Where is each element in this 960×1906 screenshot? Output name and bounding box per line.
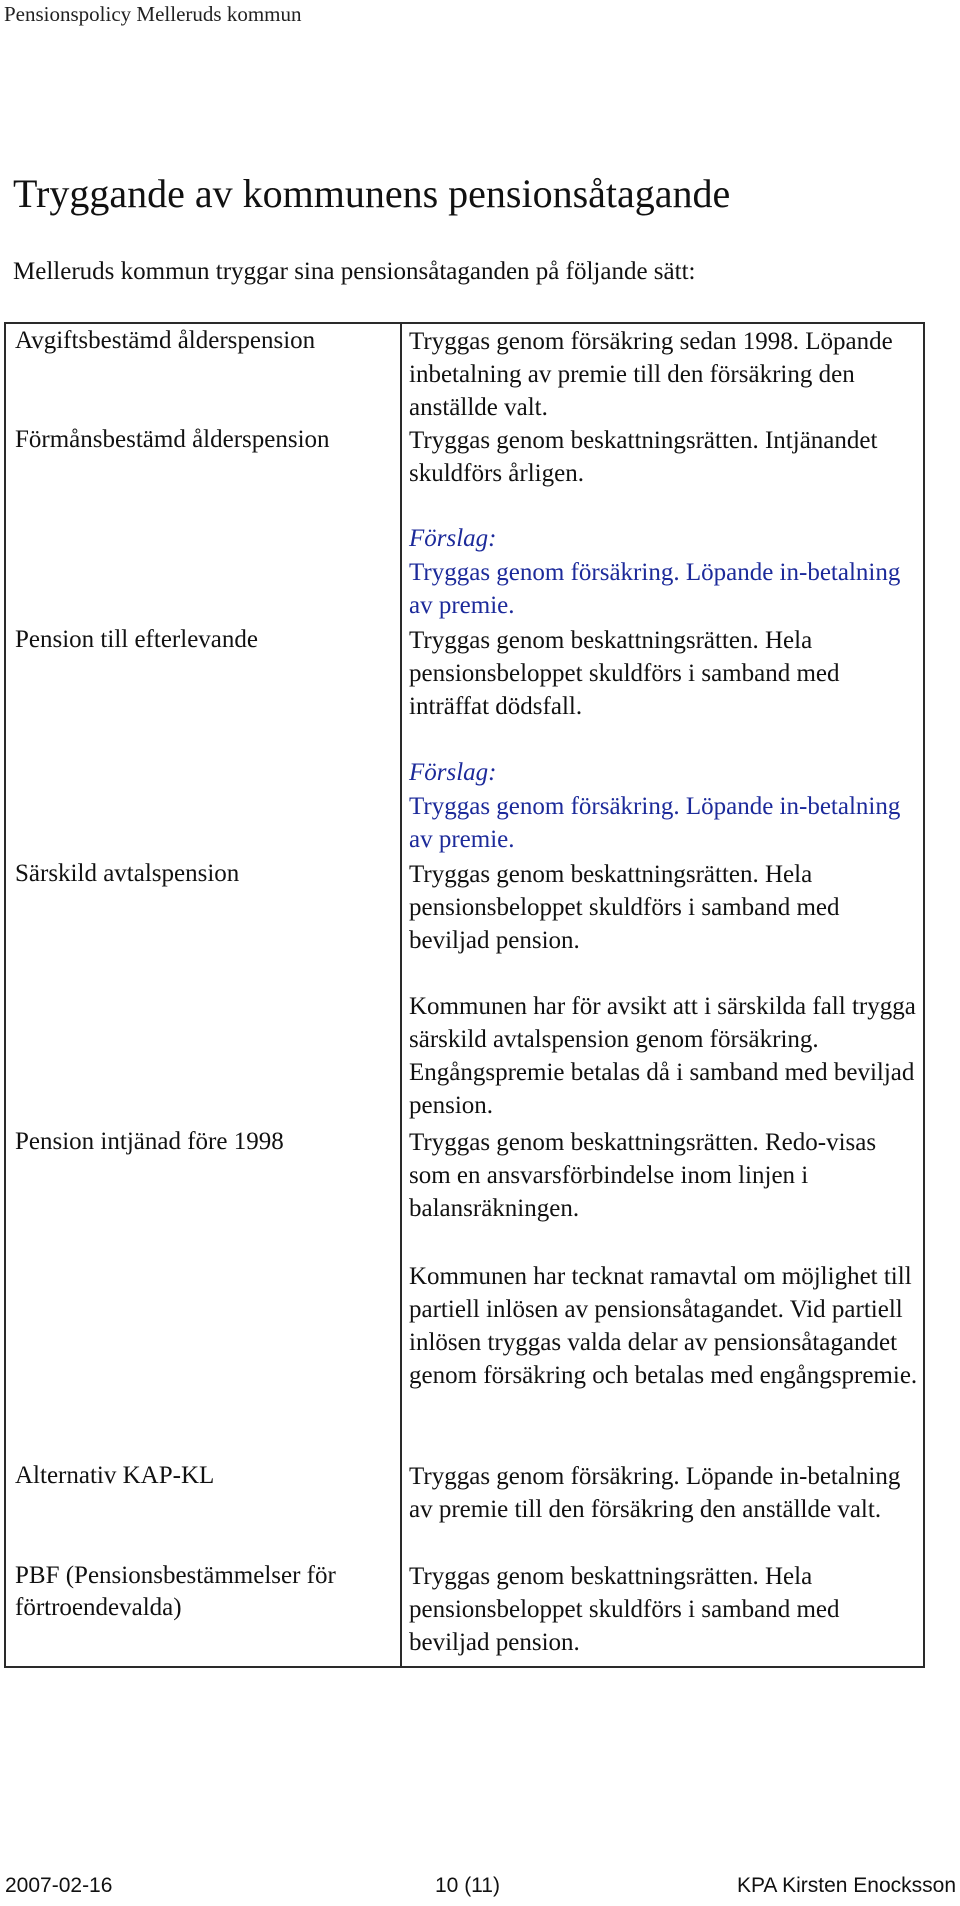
row-text-kap-kl: Tryggas genom försäkring. Löpande in-betalning av premie till den försäkring den anställde valt. xyxy=(409,1463,901,1523)
proposal-heading-formansbestamd: Förslag: xyxy=(409,525,497,552)
proposal-text-efterlevande: Tryggas genom försäkring. Löpande in-betalning av premie. xyxy=(409,793,901,853)
row-text-fore-1998: Tryggas genom beskattningsrätten. Redo-visas som en ansvarsförbindelse inom linjen i balansräkningen. xyxy=(409,1129,877,1222)
row-label-fore-1998: Pension intjänad före 1998 xyxy=(15,1128,284,1155)
intro-text: Melleruds kommun tryggar sina pensionsåtaganden på följande sätt: xyxy=(13,258,696,285)
row-text-sarskild: Tryggas genom beskattningsrätten. Hela pensionsbeloppet skuldförs i samband med beviljad pension. xyxy=(409,861,840,954)
proposal-heading-efterlevande: Förslag: xyxy=(409,759,497,786)
pension-table xyxy=(4,322,925,1668)
footer-page-number: 10 (11) xyxy=(435,1874,500,1897)
row-label-kap-kl: Alternativ KAP-KL xyxy=(15,1462,215,1489)
running-header: Pensionspolicy Melleruds kommun xyxy=(4,2,302,26)
footer-date: 2007-02-16 xyxy=(5,1874,113,1897)
row-text-formansbestamd: Tryggas genom beskattningsrätten. Intjänandet skuldförs årligen. xyxy=(409,427,878,487)
footer-author: KPA Kirsten Enocksson xyxy=(736,1874,956,1897)
column-divider xyxy=(400,324,402,1666)
row-label-efterlevande: Pension till efterlevande xyxy=(15,626,258,653)
row-note-fore-1998: Kommunen har tecknat ramavtal om möjlighet till partiell inlösen av pensionsåtagandet. Vid partiell inlösen tryggas valda delar av pensionsåtagandet genom försäkring och betalas med engångspremie. xyxy=(409,1263,918,1389)
proposal-text-formansbestamd: Tryggas genom försäkring. Löpande in-betalning av premie. xyxy=(409,559,901,619)
row-text-avgiftsbestamd: Tryggas genom försäkring sedan 1998. Löpande inbetalning av premie till den försäkring den anställde valt. xyxy=(409,328,893,421)
row-text-efterlevande: Tryggas genom beskattningsrätten. Hela pensionsbeloppet skuldförs i samband med inträffat dödsfall. xyxy=(409,627,840,720)
row-label-formansbestamd: Förmånsbestämd ålderspension xyxy=(15,426,330,453)
row-note-sarskild: Kommunen har för avsikt att i särskilda fall trygga särskild avtalspension genom försäkring. Engångspremie betalas då i samband med beviljad pension. xyxy=(409,993,916,1119)
row-text-pbf: Tryggas genom beskattningsrätten. Hela pensionsbeloppet skuldförs i samband med beviljad pension. xyxy=(409,1563,840,1656)
row-label-pbf: PBF (Pensionsbestämmelser för förtroendevalda) xyxy=(15,1562,336,1621)
row-label-sarskild: Särskild avtalspension xyxy=(15,860,240,887)
page-title: Tryggande av kommunens pensionsåtagande xyxy=(13,171,731,216)
row-label-avgiftsbestamd: Avgiftsbestämd ålderspension xyxy=(15,327,316,354)
